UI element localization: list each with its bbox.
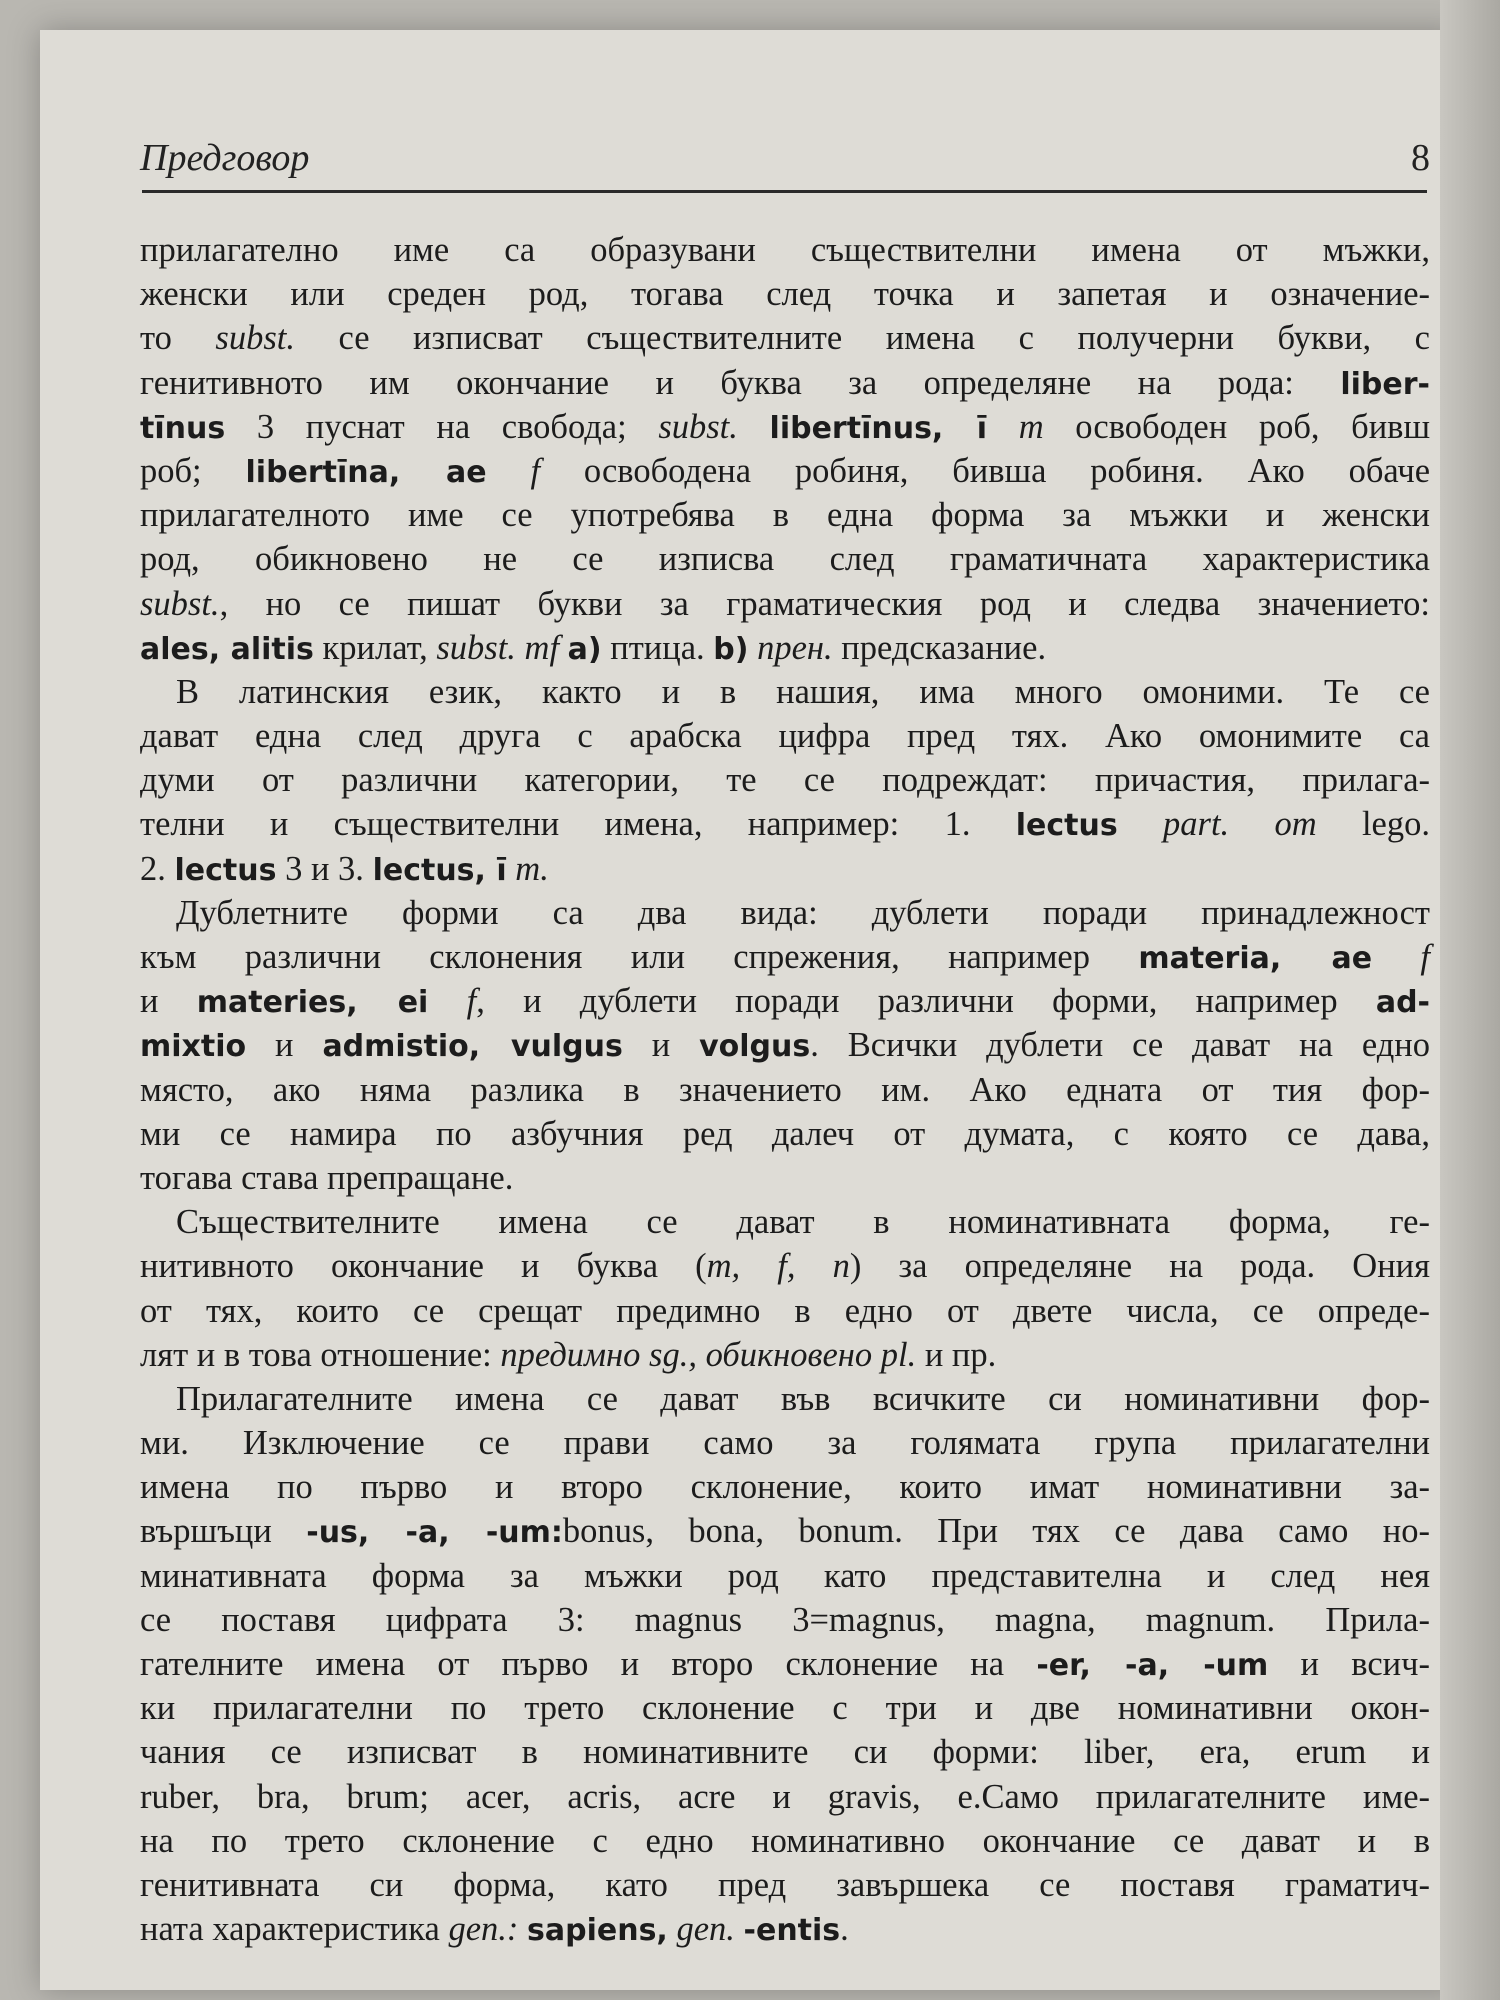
text-segment: ruber, bra, brum; acer, acris, acre и gravis, e.Само прилагателните име- [140,1777,1430,1816]
text-line [140,1244,1430,1288]
text-line [140,1863,1430,1907]
text-segment [1372,938,1420,976]
text-line [140,361,1430,405]
text-segment: освободен роб, бивш [1043,407,1431,446]
text-line [140,449,1430,493]
text-segment: дават една след друга с арабска цифра пред тях. Ако омонимите са [140,717,1430,756]
text-segment: на по трето склонение с едно номинативно окончание се дават и в [140,1821,1430,1860]
text-line [140,1465,1430,1509]
bold-term: admistio, vulgus [322,1029,623,1065]
italic-term: subst. [215,319,295,358]
text-line [140,714,1430,758]
text-line [140,272,1430,316]
text-line [140,228,1430,272]
text-segment: и всич- [1268,1645,1430,1683]
text-segment: прилагателно име са образувани съществителни имена от мъжки, [140,231,1430,269]
bold-term: tīnus [140,410,226,446]
bold-term: libertīna, ae [245,454,487,490]
text-line [140,537,1430,581]
text-line [140,1730,1430,1774]
italic-term: subst. mf [436,628,560,667]
text-segment: гателните имена от първо и второ склонение на [140,1645,1037,1683]
text-segment: и [622,1026,700,1065]
text-line [140,979,1430,1023]
page-header [140,128,1430,188]
bold-term: -us, -a, -um: [306,1515,563,1551]
text-line [140,1554,1430,1598]
text-line [140,1112,1430,1156]
bold-term: liber- [1340,366,1430,402]
text-segment: от тях, които се срещат предимно в едно от двете числа, се опреде- [140,1291,1430,1330]
text-segment: ната характеристика [140,1910,449,1949]
text-line [140,891,1430,935]
italic-term: f [1420,938,1431,976]
bold-term: -entis [743,1913,841,1949]
italic-term: gen. [676,1910,735,1949]
text-segment: 2. [140,849,175,888]
body-text [140,228,1430,1951]
text-line [140,1068,1430,1112]
bold-term: ales, alitis [140,631,314,667]
bold-term: mixtio [140,1029,247,1065]
text-segment: bonus, bona, bonum. При тях се дава само но- [562,1512,1431,1551]
text-segment: крилат, [313,628,437,667]
text-line [140,1023,1430,1067]
bold-term: lectus, ī [372,852,507,888]
italic-term: subst. [140,584,220,623]
text-segment [738,408,770,446]
text-line [140,802,1430,846]
text-segment: женски или среден род, тогава след точка и запетая и означение- [140,275,1430,314]
italic-term: m [1018,407,1044,446]
text-segment: ) за определяне на рода. Ония [849,1247,1430,1286]
text-line [140,758,1430,802]
text-segment: генитивната си форма, като пред завършека се поставя граматич- [140,1865,1430,1904]
bold-term: libertīnus, ī [769,410,988,446]
text-segment: , но се пишат букви за граматическия род и следва значението: [219,584,1430,623]
italic-term: m, f, n [706,1247,850,1286]
text-line [140,626,1430,670]
italic-term: part. от [1163,805,1317,844]
text-line [140,1156,1430,1200]
text-segment [748,629,757,667]
text-segment: чания се изписват в номинативните си форми: liber, era, erum и [140,1733,1430,1772]
text-segment: тогава става препращане. [140,1158,514,1197]
text-line [140,1200,1430,1244]
italic-term: subst. [658,407,738,446]
text-segment: освободена робиня, бивша робиня. Ако обаче [540,451,1431,490]
text-segment: вършъци [140,1512,307,1551]
text-segment: и [140,982,197,1021]
text-line [140,1907,1430,1951]
text-segment: ми. Изключение се прави само за голямата група прилагателни [140,1424,1430,1463]
text-line [140,493,1430,537]
text-segment: род, обикновено не се изписва след граматичната характеристика [140,540,1430,579]
text-segment [507,850,516,888]
text-segment: място, ако няма разлика в значението им. Ако едната от тия фор- [140,1070,1430,1109]
text-segment: , и дублети поради различни форми, например [476,982,1376,1021]
text-segment [518,1910,527,1948]
text-segment [428,982,466,1020]
text-segment: предсказание. [832,628,1047,667]
text-segment [1118,805,1163,843]
text-line [140,1421,1430,1465]
text-segment: ми се намира по азбучния ред далеч от думата, с която се дава, [140,1114,1430,1153]
italic-term: f [466,982,477,1021]
text-line [140,405,1430,449]
text-segment: думи от различни категории, те се подреждат: причастия, прилага- [140,761,1430,800]
text-line [140,1509,1430,1553]
text-segment: генитивното им окончание и буква за определяне на рода: [140,363,1341,402]
text-segment: и [246,1026,323,1065]
text-segment: и пр. [916,1335,997,1374]
text-line [140,1819,1430,1863]
bold-term: materia, ae [1138,941,1373,976]
italic-term: f [530,451,541,490]
text-segment [559,629,568,667]
text-line [140,582,1430,626]
bold-term: lectus [1015,808,1118,844]
page-number: 8 [1411,137,1430,179]
text-segment: Дублетните форми са два вида: дублети поради принадлежност [176,893,1430,932]
text-segment: прилагателното име се употребява в една форма за мъжки и женски [140,496,1430,535]
text-line [140,1642,1430,1686]
text-segment: ки прилагателни по трето склонение с три и две номинативни окон- [140,1689,1430,1728]
italic-term: предимно sg., обикновено pl. [500,1335,917,1374]
text-segment: птица. [601,628,714,667]
text-segment: 3 и 3. [276,849,373,888]
page-edge [1440,0,1500,2000]
text-segment: лят и в това отношение: [140,1335,501,1374]
text-line [140,1333,1430,1377]
text-line [140,1775,1430,1819]
header-rule [142,190,1427,193]
italic-term: прен. [757,628,833,667]
running-title: Предговор [140,137,310,179]
text-line [140,670,1430,714]
text-line [140,1598,1430,1642]
bold-term: b) [713,631,749,667]
text-line [140,1686,1430,1730]
bold-term: ad- [1375,985,1430,1021]
bold-term: sapiens, [527,1913,668,1949]
italic-term: m. [515,849,549,888]
text-segment: lego. [1316,805,1430,844]
text-segment: роб; [140,451,246,490]
text-segment: се изписват съществителните имена с получерни букви, с [294,319,1430,358]
text-segment: имена по първо и второ склонение, които имат номинативни за- [140,1468,1430,1507]
bold-term: volgus [699,1029,811,1065]
text-line [140,1377,1430,1421]
text-segment [735,1910,744,1948]
text-line [140,1289,1430,1333]
text-segment: . Всички дублети се дават на едно [810,1026,1430,1065]
text-segment: телни и съществителни имена, например: 1. [140,805,1016,844]
italic-term: gen.: [448,1910,519,1949]
text-line [140,847,1430,891]
text-segment: се поставя цифрата 3: magnus 3=magnus, magna, magnum. Прила- [140,1600,1430,1639]
bold-term: a) [567,631,602,667]
bold-term: -er, -a, -um [1036,1648,1269,1683]
text-segment: Прилагателните имена се дават във всичките си номинативни фор- [176,1379,1430,1418]
text-segment: 3 пуснат на свобода; [225,407,659,446]
text-segment: Съществителните имена се дават в номинативната форма, ге- [176,1203,1430,1242]
text-line [140,316,1430,360]
text-segment [487,452,531,490]
text-segment: нитивното окончание и буква ( [140,1247,707,1286]
bold-term: lectus [174,852,277,888]
text-segment: към различни склонения или спрежения, например [140,938,1139,976]
text-line [140,935,1430,979]
text-segment: минативната форма за мъжки род като представителна и след нея [140,1556,1430,1595]
text-segment: . [840,1910,849,1949]
text-segment [987,408,1019,446]
bold-term: materies, ei [196,985,429,1021]
text-segment: то [140,319,216,358]
text-segment: В латинския език, както и в нашия, има много омоними. Те се [176,672,1430,711]
